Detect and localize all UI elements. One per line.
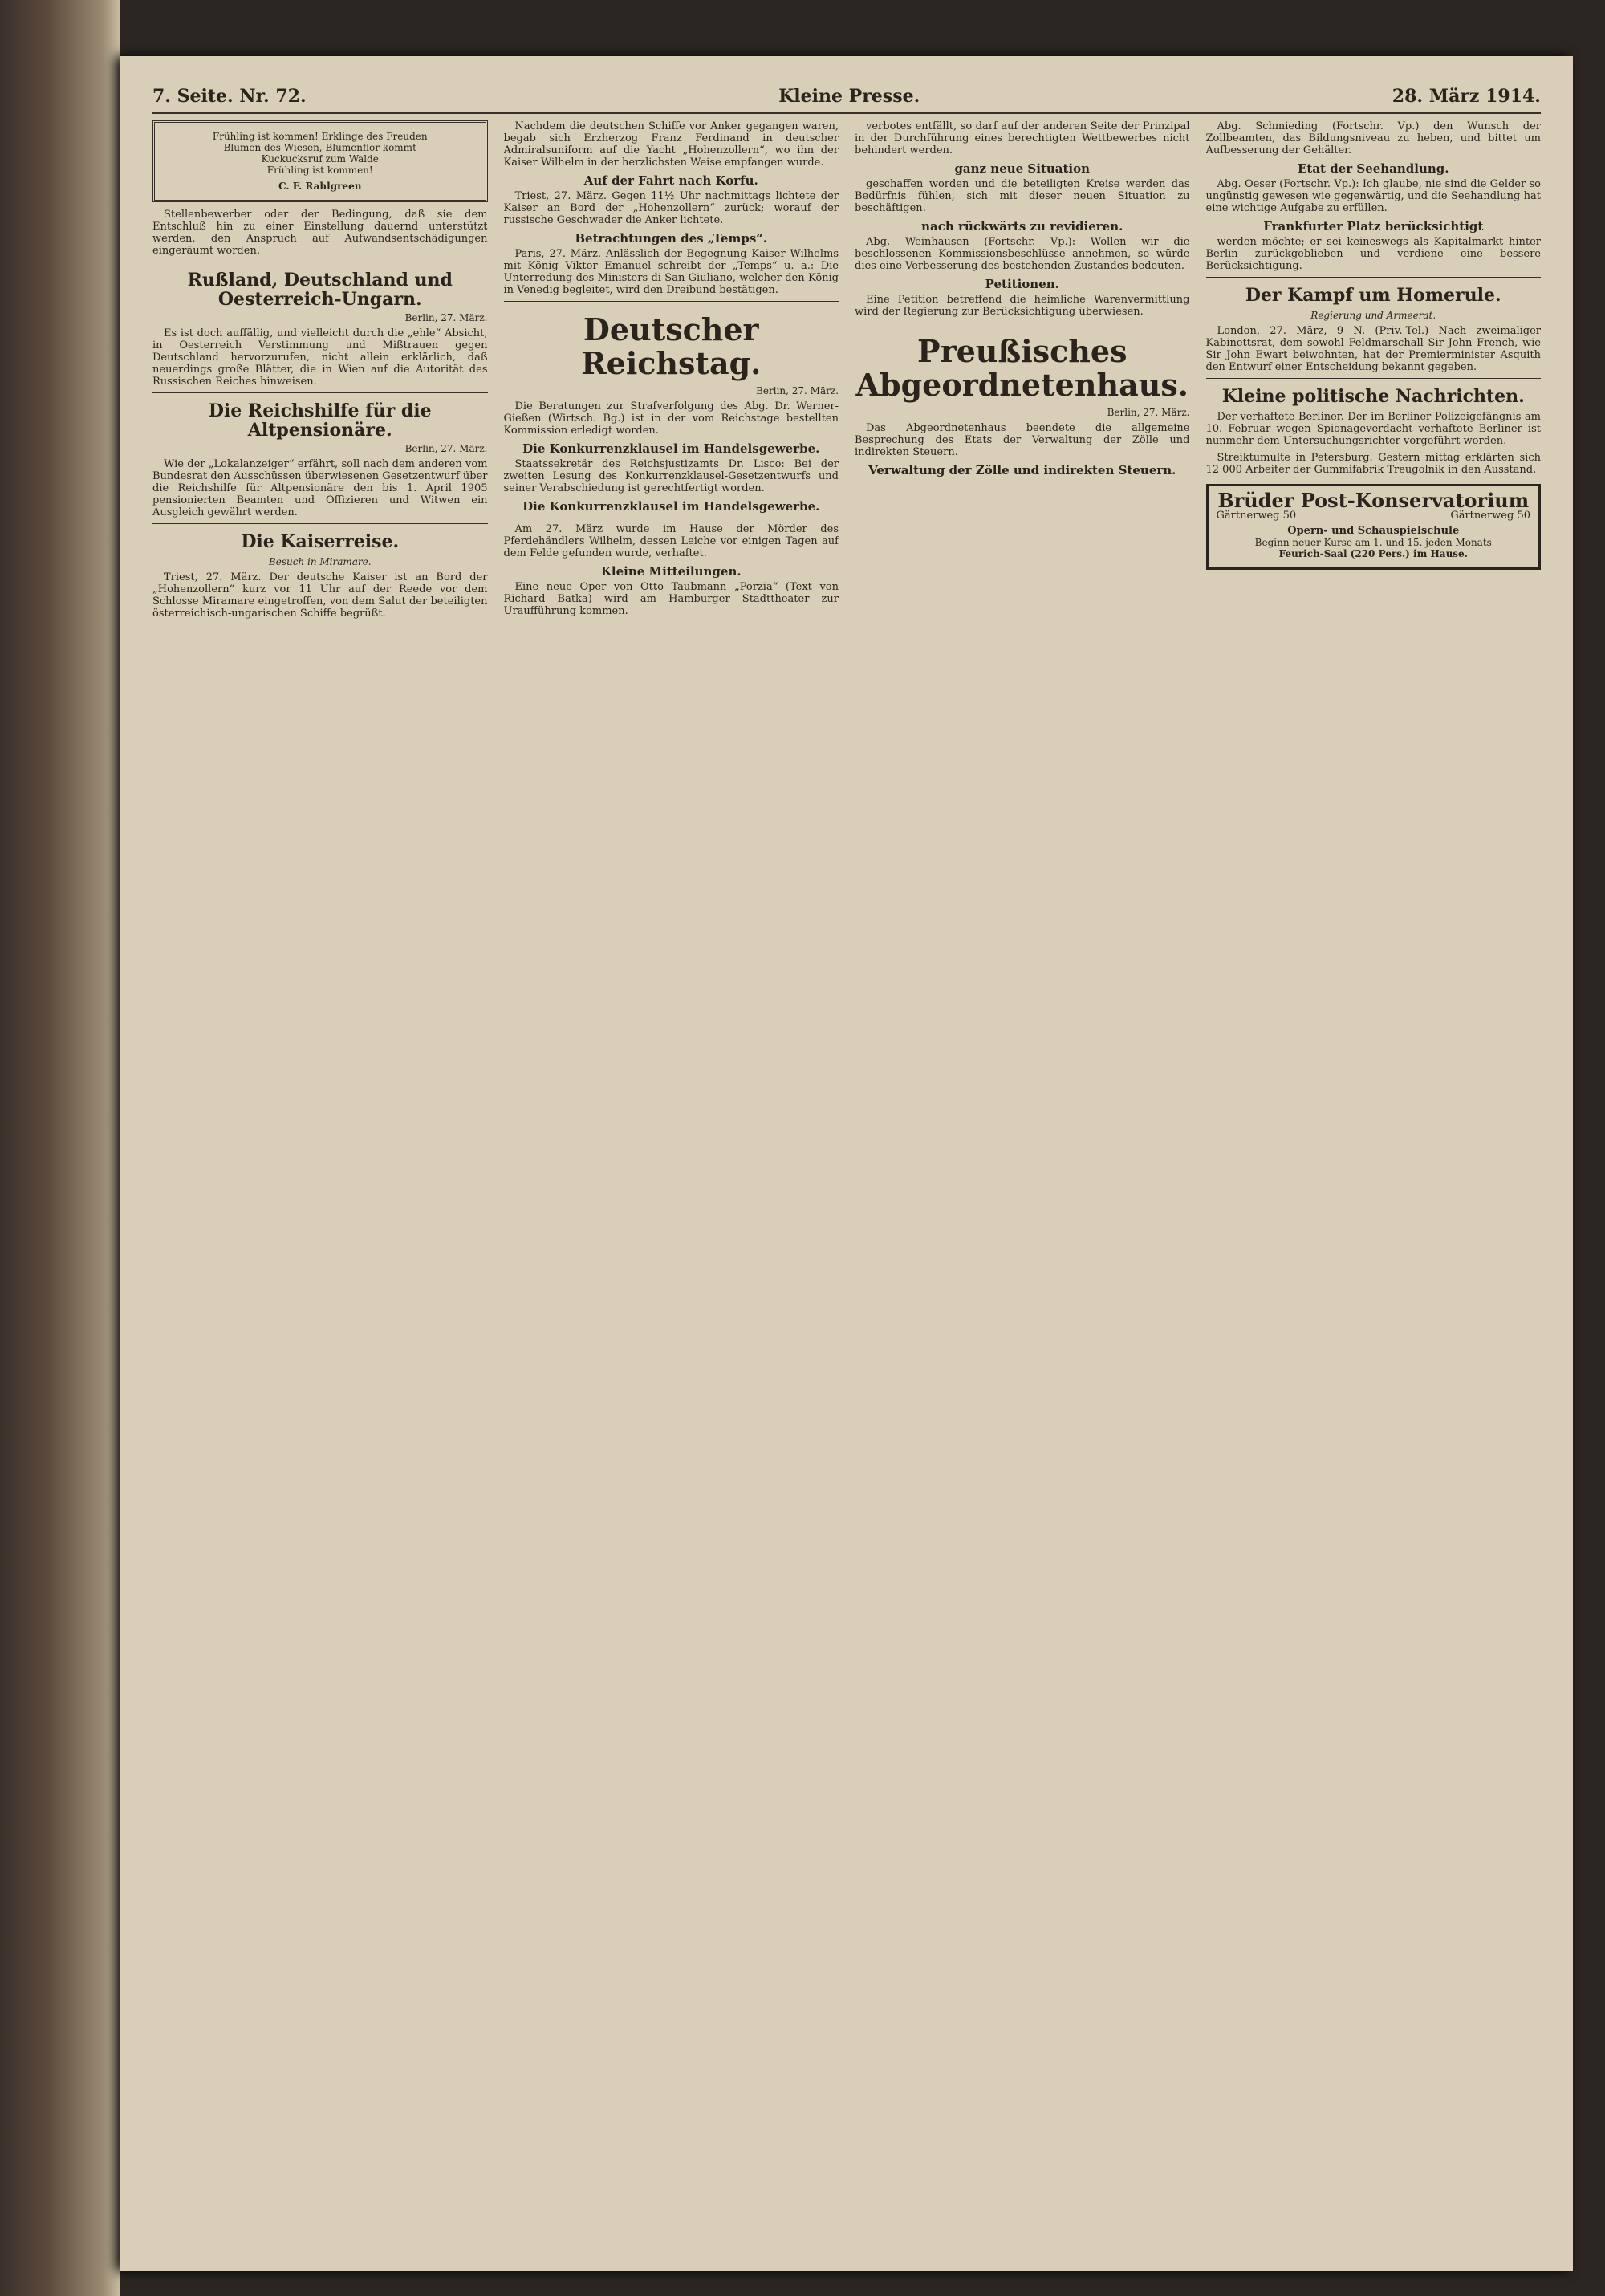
divider (152, 392, 488, 393)
article-headline: ganz neue Situation (954, 161, 1091, 176)
page-header (152, 80, 1541, 114)
article-text: Am 27. März wurde im Hause der Mörder des Pferdehändlers Wilhelm, dessen Leiche vor einigen Tagen auf dem Felde gefunden wurde, verhaftet. (503, 523, 839, 559)
ad-address: Gärtnerweg 50 (1450, 510, 1530, 522)
article-text: Abg. Weinhausen (Fortschr. Vp.): Wollen wir die beschlossenen Kommissionsbeschlüsse annehmen, so würde dies eine Verbesserung des bestehenden Zustandes bedeuten. (855, 236, 1190, 272)
article-text: Paris, 27. März. Anlässlich der Begegnung Kaiser Wilhelms mit König Viktor Emanuel schreibt der „Temps“ u. a.: Die Unterredung des Ministers di San Giuliano, welcher den König in Venedig begleitet, wird den Dreibund bestätigen. (503, 248, 839, 296)
column-3 (855, 120, 1190, 2247)
article-text: Die Beratungen zur Strafverfolgung des Abg. Dr. Werner- Gießen (Wirtsch. Bg.) ist in der vom Reichstage bestellten Kommission erledigt worden. (503, 400, 839, 437)
column-1 (152, 120, 488, 2247)
article-headline: Der Kampf um Homerule. (1245, 285, 1501, 306)
poem-line: Frühling ist kommen! Erklinge des Freuden (212, 131, 428, 142)
divider (1206, 378, 1542, 379)
article-subheadline: Besuch in Miramare. (268, 556, 372, 567)
ad-line: Feurich-Saal (220 Pers.) im Hause. (1278, 548, 1468, 559)
article-headline: Die Konkurrenzklausel im Handelsgewerbe. (522, 441, 820, 456)
article-text: werden möchte; er sei keineswegs als Kapitalmarkt hinter Berlin zurückgeblieben und verdiene eine bessere Berücksichtigung. (1205, 236, 1541, 272)
poem-line: Blumen des Wiesen, Blumenflor kommt (223, 142, 416, 153)
poem-author: C. F. Rahlgreen (278, 181, 362, 192)
article-text: Der verhaftete Berliner. Der im Berliner Polizeigefängnis am 10. Februar wegen Spionageverdacht verhaftete Berliner ist nunmehr dem Untersuchungsrichter vorgeführt worden. (1205, 411, 1541, 447)
article-headline: Etat der Seehandlung. (1297, 161, 1449, 176)
header-page-number: 7. Seite. Nr. 72. (152, 86, 307, 107)
article-headline: Kleine Mitteilungen. (600, 564, 742, 579)
article-text: Stellenbewerber oder der Bedingung, daß sie dem Entschluß hin zu einer Einstellung dauernd unterstützt werden, den Anspruch auf Aufwandsentschädigungen eingeräumt worden. (152, 209, 488, 257)
dateline: Berlin, 27. März. (404, 312, 488, 323)
ad-title: Brüder Post-Konservatorium (1217, 489, 1530, 512)
divider (152, 523, 488, 524)
article-headline: Die Kaiserreise. (241, 531, 400, 552)
header-date: 28. März 1914. (1392, 86, 1541, 107)
article-headline: Auf der Fahrt nach Korfu. (583, 173, 758, 188)
article-text: verbotes entfällt, so darf auf der anderen Seite der Prinzipal in der Durchführung eines berechtigten Wettbewerbes nicht behindert werden. (855, 120, 1190, 156)
article-text: London, 27. März, 9 N. (Priv.-Tel.) Nach zweimaliger Kabinettsrat, dem sowohl Feldmarschall Sir John French, wie Sir John Ewart beiwohnten, hat der Premierminister Asquith den Entwurf einer Entscheidung bekannt gegeben. (1205, 325, 1541, 373)
poem-line: Kuckucksruf zum Walde (261, 153, 379, 165)
poem-line: Frühling ist kommen! (266, 165, 373, 176)
article-text: geschaffen worden und die beteiligten Kreise werden das Bedürfnis fühlen, sich mit dieser neuen Situation zu beschäftigen. (855, 178, 1190, 214)
poem-box (152, 120, 488, 202)
divider (504, 301, 839, 302)
section-headline: Preußisches Abgeordnetenhaus. (855, 333, 1189, 403)
dateline: Berlin, 27. März. (404, 443, 488, 454)
advertisement (1206, 484, 1542, 570)
article-text: Abg. Oeser (Fortschr. Vp.): Ich glaube, nie sind die Gelder so ungünstig gewesen wie gegenwärtig, und die Seehandlung hat eine wichtige Aufgabe zu erfüllen. (1205, 178, 1541, 214)
article-text: Abg. Schmieding (Fortschr. Vp.) den Wunsch der Zollbeamten, das Bildungsniveau zu heben, und bittet um Aufbesserung der Gehälter. (1205, 120, 1541, 156)
article-text: Eine Petition betreffend die heimliche Warenvermittlung wird der Regierung zur Berücksichtigung überwiesen. (855, 294, 1190, 318)
article-text: Eine neue Oper von Otto Taubmann „Porzia“ (Text von Richard Batka) wird am Hamburger Stadttheater zur Uraufführung kommen. (503, 581, 839, 617)
article-headline: Kleine politische Nachrichten. (1221, 386, 1525, 407)
article-subheadline: Regierung und Armeerat. (1310, 310, 1436, 321)
divider (1206, 277, 1542, 278)
article-text: Das Abgeordnetenhaus beendete die allgemeine Besprechung des Etats der Verwaltung der Zölle und indirekten Steuern. (855, 422, 1190, 458)
dateline: Berlin, 27. März. (1107, 407, 1190, 418)
ad-line: Beginn neuer Kurse am 1. und 15. jeden Monats (1254, 537, 1492, 548)
column-4 (1206, 120, 1542, 2247)
section-headline: Deutscher Reichstag. (581, 311, 762, 381)
article-headline: Petitionen. (985, 277, 1059, 291)
article-text: Wie der „Lokalanzeiger“ erfährt, soll nach dem anderen vom Bundesrat den Ausschüssen überwiesenen Gesetzentwurf über die Reichshilfe für Altpensionäre den bis 1. April 1905 pensionierten Beamten und Offizieren und Witwen ein Ausgleich gewährt werden. (152, 458, 488, 518)
article-headline: Frankfurter Platz berücksichtigt (1263, 219, 1484, 234)
columns (152, 120, 1541, 2247)
article-text: Streiktumulte in Petersburg. Gestern mittag erklärten sich 12 000 Arbeiter der Gummifabrik Treugolnik in den Ausstand. (1205, 452, 1541, 476)
book-binding (0, 0, 120, 2296)
article-headline: nach rückwärts zu revidieren. (921, 219, 1124, 234)
ad-line: Opern- und Schauspielschule (1287, 525, 1460, 537)
article-text: Nachdem die deutschen Schiffe vor Anker gegangen waren, begab sich Erzherzog Franz Ferdinand in deutscher Admiralsuniform auf die Yacht „Hohenzollern“, wo ihn der Kaiser Wilhelm in der herzlichsten Weise empfangen wurde. (503, 120, 839, 169)
article-headline: Die Konkurrenzklausel im Handelsgewerbe. (522, 499, 820, 514)
column-2 (504, 120, 839, 2247)
article-headline: Verwaltung der Zölle und indirekten Steuern. (868, 463, 1176, 477)
article-text: Triest, 27. März. Gegen 11½ Uhr nachmittags lichtete der Kaiser an Bord der „Hohenzollern“ zurück; worauf der russische Geschwader die Anker lichtete. (503, 190, 839, 226)
article-headline: Betrachtungen des „Temps“. (575, 231, 768, 246)
article-headline: Rußland, Deutschland und Oesterreich-Ungarn. (187, 270, 453, 310)
article-headline: Die Reichshilfe für die Altpensionäre. (208, 400, 432, 441)
dateline: Berlin, 27. März. (756, 385, 839, 396)
article-text: Es ist doch auffällig, und vielleicht durch die „ehle“ Absicht, in Oesterreich Verstimmung und Mißtrauen gegen Deutschland hervorzurufen, nicht allein erklärlich, daß neuerdings große Blätter, die in Wien auf die Autorität des Russischen Reiches hinweisen. (152, 327, 488, 388)
header-masthead: Kleine Presse. (778, 86, 920, 107)
article-text: Triest, 27. März. Der deutsche Kaiser ist an Bord der „Hohenzollern“ kurz vor 11 Uhr auf der Reede vor dem Schlosse Miramare eingetroffen, von dem Salut der beteiligten österreichisch-ungarischen Schiffe begrüßt. (152, 571, 488, 620)
article-text: Staatssekretär des Reichsjustizamts Dr. Lisco: Bei der zweiten Lesung des Konkurrenzklausel-Gesetzentwurfs und seiner Verabschiedung ist gerechtfertigt worden. (503, 458, 839, 494)
newspaper-page (120, 56, 1573, 2271)
ad-address: Gärtnerweg 50 (1216, 510, 1297, 522)
